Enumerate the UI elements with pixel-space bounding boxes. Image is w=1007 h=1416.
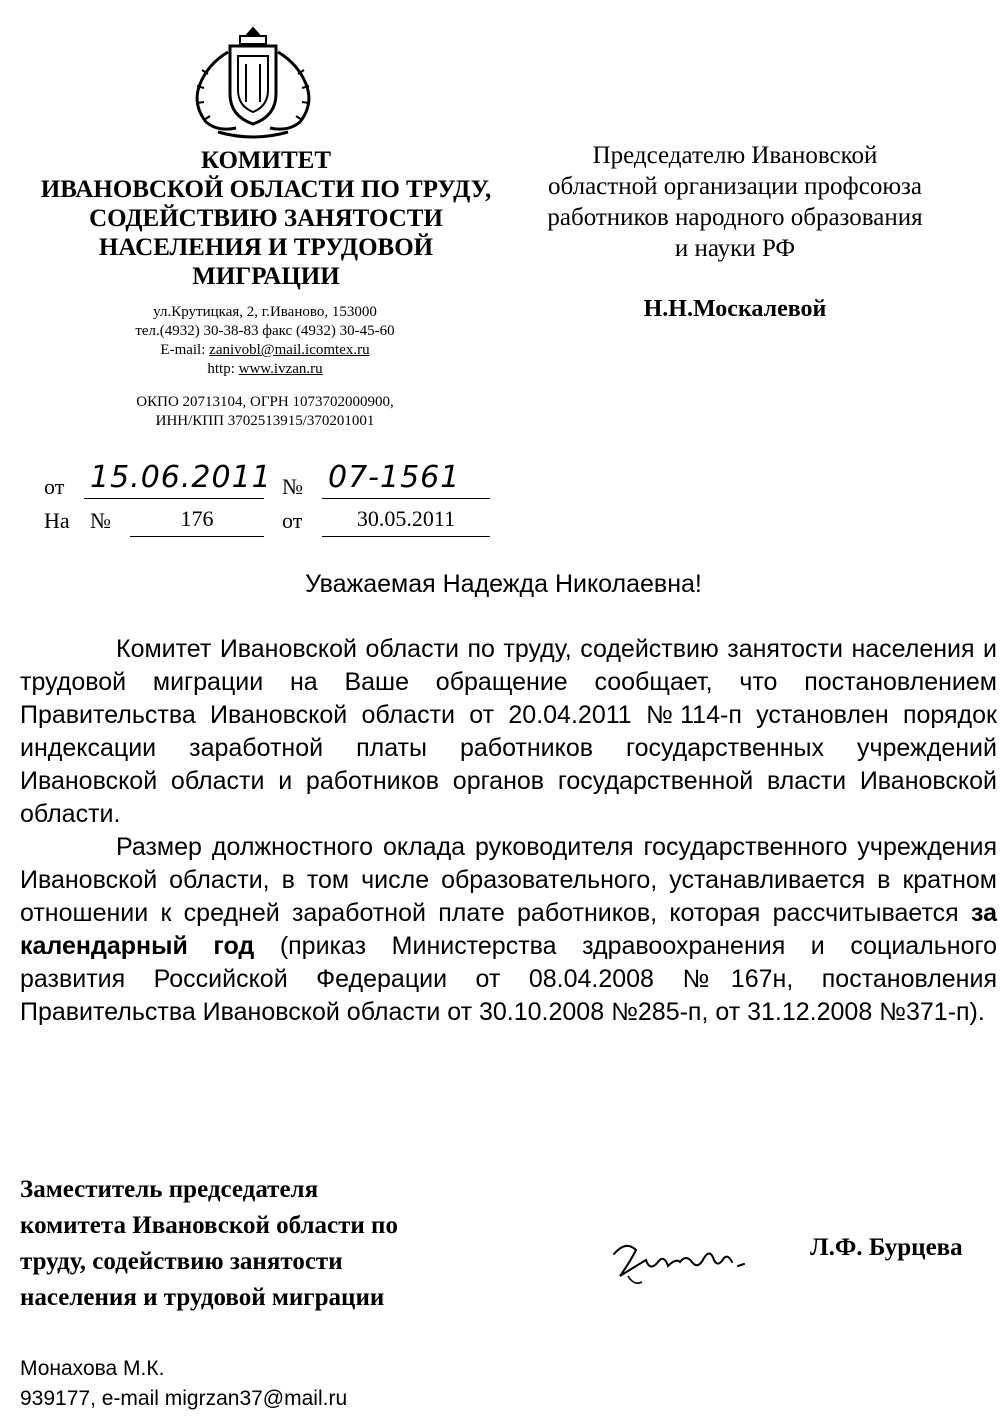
- addressee-line: и науки РФ: [674, 235, 796, 262]
- signatory-title-line: населения и трудовой миграции: [20, 1284, 385, 1311]
- from-label: от: [44, 474, 65, 499]
- reply-number: 176: [180, 506, 214, 531]
- organization-line: НАСЕЛЕНИЯ И ТРУДОВОЙ: [98, 234, 434, 261]
- tax-codes: ИНН/КПП 3702513915/370201001: [155, 413, 375, 429]
- addressee-line: Председателю Ивановской: [592, 142, 878, 169]
- executor-contact: 939177, e-mail migrzan37@mail.ru: [20, 1387, 348, 1410]
- reply-date: 30.05.2011: [356, 506, 456, 531]
- reply-date-field: [322, 506, 490, 537]
- addressee-name: Н.Н.Москалевой: [643, 296, 827, 322]
- signatory-name: Л.Ф. Бурцева: [810, 1234, 963, 1261]
- reply-label: На: [44, 508, 70, 533]
- outgoing-number-field: [322, 460, 490, 499]
- organization-line: МИГРАЦИИ: [192, 263, 340, 290]
- body-text-before: Размер должностного оклада руководителя государственного учреждения Ивановской области, в том числе образовательного, устанавливается в кратном отношении к средней заработной плате работников, которая рассчитывается: [20, 833, 997, 927]
- body-text-after: (приказ Министерства здравоохранения и социального развития Российской Федерации от 08.04.2008 №167н, постановления Правительства Ивановской области от 30.10.2008 №285-п, от 31.12.2008 №371-п).: [20, 932, 997, 1026]
- number-label: №: [282, 474, 303, 499]
- email-line: [60, 341, 470, 360]
- organization-name: [20, 146, 512, 291]
- addressee-line: работников народного образования: [547, 204, 923, 231]
- coat-of-arms-icon: [178, 24, 328, 140]
- website-line: [60, 360, 470, 379]
- http-label: http:: [207, 361, 235, 377]
- email-link[interactable]: zanivobl@mail.icomtex.ru: [209, 342, 370, 358]
- signatory-title-line: комитета Ивановской области по: [20, 1212, 398, 1239]
- signatory-title-line: труду, содействию занятости: [20, 1248, 343, 1275]
- addressee-line: областной организации профсоюза: [548, 173, 922, 200]
- greeting: Уважаемая Надежда Николаевна!: [305, 570, 702, 598]
- letter-body: [20, 633, 997, 1029]
- outgoing-number: 07-1561: [328, 460, 461, 495]
- reply-from-label: от: [282, 508, 303, 533]
- email-label: E-mail:: [160, 342, 206, 358]
- organization-contacts: [60, 303, 470, 431]
- outgoing-date: 15.06.2011: [90, 460, 272, 495]
- registration-codes: ОКПО 20713104, ОГРН 1073702000900,: [136, 394, 394, 410]
- executor-info: [20, 1354, 347, 1414]
- outgoing-date-field: [84, 460, 272, 499]
- body-paragraph-1: Комитет Ивановской области по труду, содействию занятости населения и трудовой миграции на Ваше обращение сообщает, что постановлением Правительства Ивановской области от 20.04.2011 №114-п установлен порядок индексации заработной платы работников государственных учреждений Ивановской области и работников органов государственной власти Ивановской области.: [20, 635, 997, 828]
- body-paragraph-2: [20, 831, 997, 1029]
- body-text-bold: за календарный год: [20, 899, 997, 960]
- website-link[interactable]: www.ivzan.ru: [238, 361, 323, 377]
- phone-fax: тел.(4932) 30-38-83 факс (4932) 30-45-60: [135, 323, 395, 339]
- executor-name: Монахова М.К.: [20, 1357, 165, 1380]
- organization-line: ИВАНОВСКОЙ ОБЛАСТИ ПО ТРУДУ,: [40, 176, 492, 203]
- signatory-title-line: Заместитель председателя: [20, 1176, 319, 1203]
- reply-number-label: №: [90, 508, 111, 533]
- organization-line: СОДЕЙСТВИЮ ЗАНЯТОСТИ: [89, 205, 443, 232]
- handwritten-signature-icon: [606, 1232, 776, 1292]
- addressee: [520, 140, 950, 264]
- signatory-title: [20, 1172, 490, 1316]
- organization-line: КОМИТЕТ: [200, 147, 332, 174]
- reply-number-field: [130, 506, 264, 537]
- address: ул.Крутицкая, 2, г.Иваново, 153000: [153, 304, 377, 320]
